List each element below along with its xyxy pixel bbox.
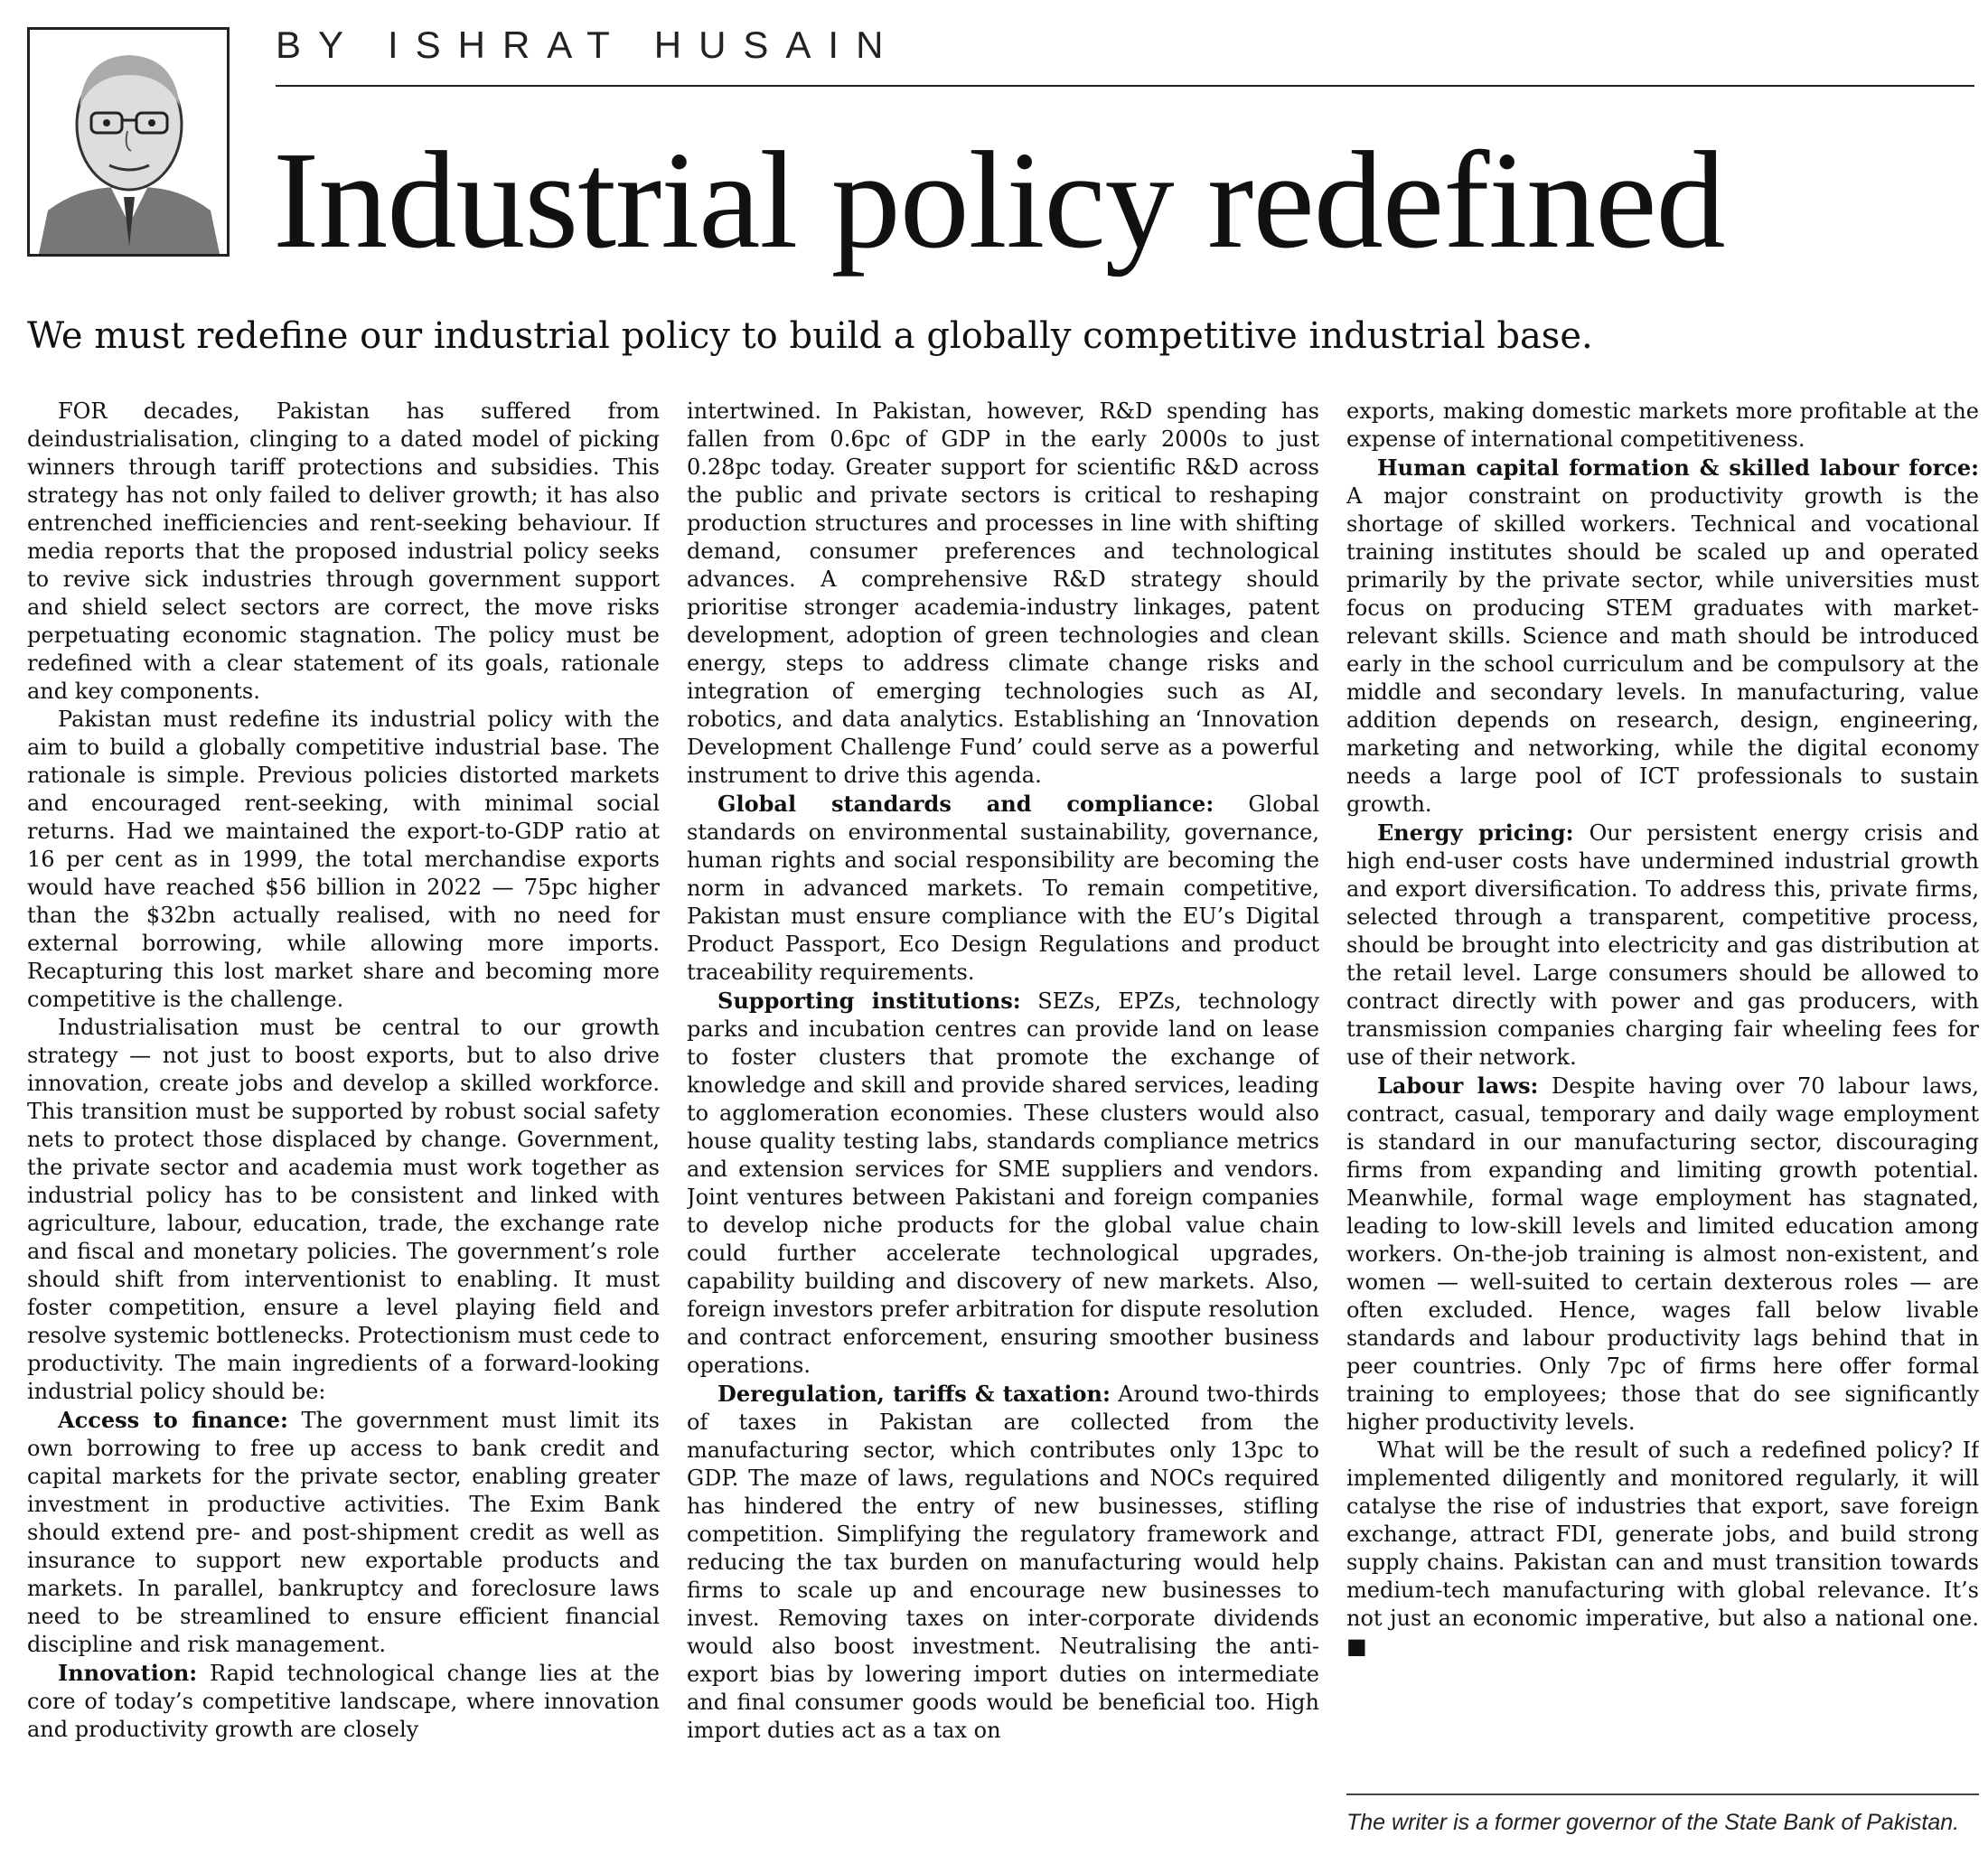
- paragraph-text: Industrialisation must be central to our growth strategy — not just to boost exports, but to also drive innovation, create jobs and develop a skilled workforce. This transition must be supported by robust social safety nets to protect those displaced by change. Government, the private sector and academia must work together as industrial policy has to be consistent and linked with agriculture, labour, education, trade, the exchange rate and fiscal and monetary policies. The government’s role should shift from interventionist to enabling. It must foster competition, ensure a level playing field and resolve systemic bottlenecks. Protectionism must cede to productivity. The main ingredients of a forward-looking industrial policy should be:: [27, 1015, 660, 1404]
- paragraph-text: Pakistan must redefine its industrial policy with the aim to build a globally competitive industrial base. The rationale is simple. Previous policies distorted markets and encouraged rent-seeking, with minimal social returns. Had we maintained the export-to-GDP ratio at 16 per cent as in 1999, the total merchandise exports would have reached $56 billion in 2022 — 75pc higher than the $32bn actually realised, with no need for external borrowing, while allowing more imports. Recapturing this lost market share and becoming more competitive is the challenge.: [27, 707, 660, 1012]
- paragraph: [1346, 398, 1979, 454]
- paragraph: [1346, 454, 1979, 819]
- paragraph: [1346, 1072, 1979, 1437]
- subhead-supporting-institutions: Supporting institutions:: [717, 988, 1021, 1014]
- author-photo: [27, 27, 230, 257]
- paragraph: [27, 1406, 660, 1659]
- byline-rule: [276, 13, 1974, 87]
- paragraph: [1346, 1437, 1979, 1661]
- paragraph: [687, 398, 1319, 790]
- paragraph: [687, 790, 1319, 987]
- article-column-1: [27, 398, 660, 1861]
- paragraph-text: SEZs, EPZs, technology parks and incubation centres can provide land on lease to foster clusters that promote the exchange of knowledge and skill and provide shared services, leading to agglomeration economies. These clusters would also house quality testing labs, standards compliance metrics and extension services for SME suppliers and vendors. Joint ventures between Pakistani and foreign companies to develop niche products for the global value chain could further accelerate technological upgrades, capability building and discovery of new markets. Also, foreign investors prefer arbitration for dispute resolution and contract enforcement, ensuring smoother business operations.: [687, 988, 1319, 1378]
- paragraph-text: Despite having over 70 labour laws, contract, casual, temporary and daily wage employment is standard in our manufacturing sector, discouraging firms from expanding and limiting growth potential. Meanwhile, formal wage employment has stagnated, leading to low-skill levels and limited education among workers. On-the-job training is almost non-existent, and women — well-suited to certain dexterous roles — are often excluded. Hence, wages fall below livable standards and labour productivity lags behind that in peer countries. Only 7pc of firms here offer formal training to employees; those that do see significantly higher productivity levels.: [1346, 1073, 1979, 1435]
- subhead-innovation: Innovation:: [58, 1660, 198, 1686]
- paragraph-text: Our persistent energy crisis and high end-user costs have undermined industrial growth and export diversification. To address this, private firms, selected through a transparent, competitive process, should be brought into electricity and gas distribution at the retail level. Large consumers should be allowed to contract directly with power and gas producers, with transmission companies charging fair wheeling fees for use of their network.: [1346, 820, 1979, 1070]
- subhead-deregulation: Deregulation, tariffs & taxation:: [717, 1381, 1111, 1407]
- paragraph: [687, 987, 1319, 1380]
- paragraph: [27, 1659, 660, 1744]
- paragraph-text: The government must limit its own borrowing to free up access to bank credit and capital markets for the private sector, enabling greater investment in productive activities. The Exim Bank should extend pre- and post-shipment credit as well as insurance to support new exportable products and markets. In parallel, bankruptcy and foreclosure laws need to be streamlined to ensure efficient financial discipline and risk management.: [27, 1408, 660, 1657]
- deck: We must redefine our industrial policy to build a globally competitive industrial base.: [27, 315, 1593, 357]
- paragraph-text: intertwined. In Pakistan, however, R&D spending has fallen from 0.6pc of GDP in the early 2000s to just 0.28pc today. Greater support for scientific R&D across the public and private sectors is critical to reshaping production structures and processes in line with shifting demand, consumer preferences and technological advances. A comprehensive R&D strategy should prioritise stronger academia-industry linkages, patent development, adoption of green technologies and clean energy, steps to address climate change risks and integration of emerging technologies such as AI, robotics, and data analytics. Establishing an ‘Innovation Development Challenge Fund’ could serve as a powerful instrument to drive this agenda.: [687, 398, 1319, 788]
- paragraph: [27, 706, 660, 1014]
- paragraph-text: FOR decades, Pakistan has suffered from deindustrialisation, clinging to a dated model of picking winners through tariff protections and subsidies. This strategy has not only failed to deliver growth; it has also entrenched inefficiencies and rent-seeking behaviour. If media reports that the proposed industrial policy seeks to revive sick industries through government support and shield select sectors are correct, the move risks perpetuating economic stagnation. The policy must be redefined with a clear statement of its goals, rationale and key components.: [27, 398, 660, 704]
- paragraph: [1346, 819, 1979, 1072]
- article-column-3: [1346, 398, 1979, 1762]
- paragraph-text: What will be the result of such a redefined policy? If implemented diligently and monitored regularly, it will catalyse the rise of industries that export, save foreign exchange, attract FDI, generate jobs, and build strong supply chains. Pakistan can and must transition towards medium-tech manufacturing with global relevance. It’s not just an economic imperative, but also a national one. ■: [1346, 1438, 1979, 1659]
- paragraph: [687, 1380, 1319, 1745]
- subhead-global-standards: Global standards and compliance:: [717, 791, 1214, 817]
- paragraph-text: A major constraint on productivity growth is the shortage of skilled workers. Technical and vocational training institutes should be scaled up and operated primarily by the private sector, while universities must focus on producing STEM graduates with market-relevant skills. Science and math should be introduced early in the school curriculum and be compulsory at the middle and secondary levels. In manufacturing, value addition depends on research, design, engineering, marketing and networking, while the digital economy needs a large pool of ICT professionals to sustain growth.: [1346, 483, 1979, 817]
- headline: Industrial policy redefined: [273, 124, 1725, 277]
- paragraph-text: Rapid technological change lies at the core of today’s competitive landscape, where innovation and productivity growth are closely: [27, 1661, 660, 1742]
- subhead-labour-laws: Labour laws:: [1377, 1072, 1539, 1099]
- article-column-2: [687, 398, 1319, 1861]
- subhead-energy-pricing: Energy pricing:: [1377, 819, 1574, 846]
- byline: BY ISHRAT HUSAIN: [276, 23, 901, 66]
- paragraph: [27, 398, 660, 706]
- paragraph-text: exports, making domestic markets more profitable at the expense of international competitiveness.: [1346, 398, 1979, 452]
- paragraph-text: Around two-thirds of taxes in Pakistan are collected from the manufacturing sector, which contributes only 13pc to GDP. The maze of laws, regulations and NOCs required has hindered the entry of new businesses, stifling competition. Simplifying the regulatory framework and reducing the tax burden on manufacturing would help firms to scale up and encourage new businesses to invest. Removing taxes on inter-corporate dividends would also boost investment. Neutralising the anti-export bias by lowering import duties on intermediate and final consumer goods would be beneficial too. High import duties act as a tax on: [687, 1381, 1319, 1743]
- paragraph: [27, 1014, 660, 1406]
- paragraph-text: Global standards on environmental sustainability, governance, human rights and social responsibility are becoming the norm in advanced markets. To remain competitive, Pakistan must ensure compliance with the EU’s Digital Product Passport, Eco Design Regulations and product traceability requirements.: [687, 791, 1319, 985]
- author-footnote: The writer is a former governor of the State Bank of Pakistan.: [1346, 1793, 1979, 1837]
- subhead-human-capital: Human capital formation & skilled labour force:: [1377, 454, 1979, 481]
- subhead-access-to-finance: Access to finance:: [58, 1407, 288, 1433]
